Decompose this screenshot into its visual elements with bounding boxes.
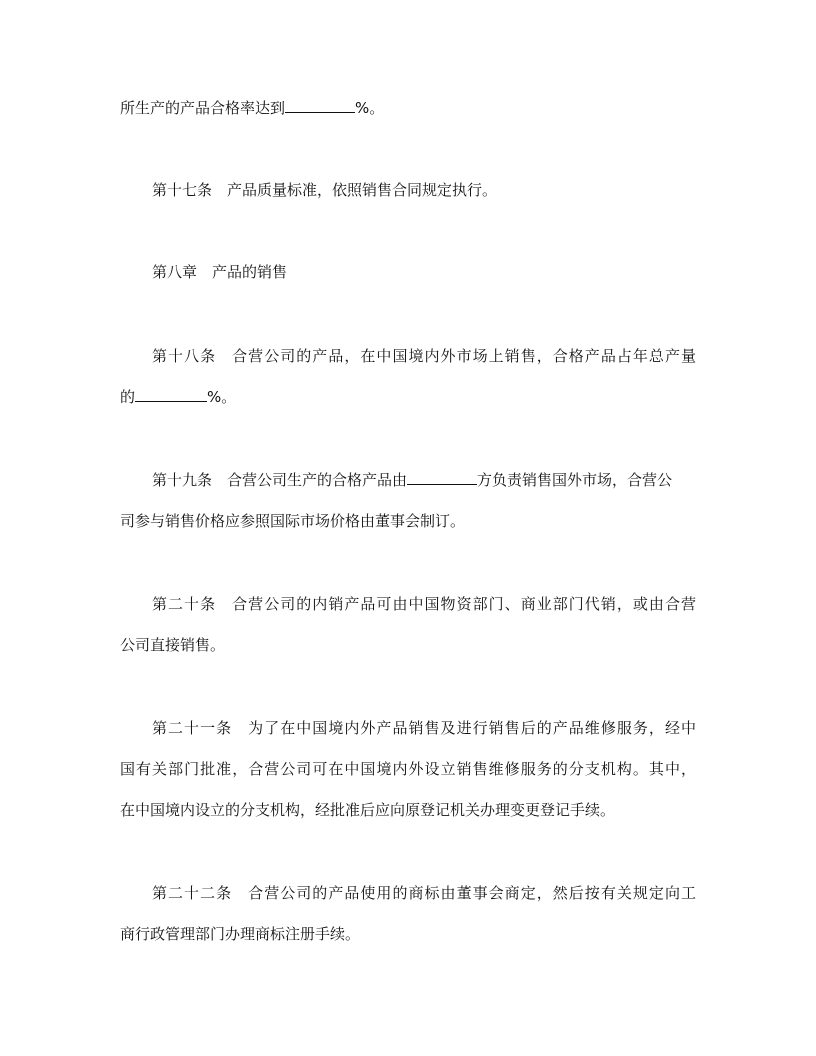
article-21-line-1: 第二十一条 为了在中国境内外产品销售及进行销售后的产品维修服务，经中 [152,719,696,737]
paragraph-line [120,96,696,120]
article-21-line-2: 国有关部门批准，合营公司可在中国境内外设立销售维修服务的分支机构。其中， [120,760,696,778]
article-18-line-2 [120,385,696,409]
text-segment: 所生产的产品合格率达到 [120,99,286,117]
article-20-line-1: 第二十条 合营公司的内销产品可由中国物资部门、商业部门代销，或由合营 [152,595,696,613]
text-segment: 的 [120,388,136,406]
text-segment: 方负责销售国外市场，合营公 [477,471,673,489]
chapter-8-heading: 第八章 产品的销售 [152,263,288,281]
fill-in-blank [407,470,477,485]
text-segment: %。 [207,388,237,406]
article-17: 第十七条 产品质量标准，依照销售合同规定执行。 [152,181,498,199]
article-22-line-1: 第二十二条 合营公司的产品使用的商标由董事会商定，然后按有关规定向工 [152,884,696,902]
article-20-line-2: 公司直接销售。 [120,636,226,654]
fill-in-blank [135,387,207,402]
article-18-line-1: 第十八条 合营公司的产品，在中国境内外市场上销售，合格产品占年总产量 [152,347,696,365]
text-segment: 第十九条 合营公司生产的合格产品由 [152,471,408,489]
text-segment: %。 [355,99,385,117]
article-21-line-3: 在中国境内设立的分支机构，经批准后应向原登记机关办理变更登记手续。 [120,801,616,819]
fill-in-blank [285,98,355,113]
article-22-line-2: 商行政管理部门办理商标注册手续。 [120,925,361,943]
article-19-line-2: 司参与销售价格应参照国际市场价格由董事会制订。 [120,512,466,530]
article-19-line-1 [152,468,696,492]
